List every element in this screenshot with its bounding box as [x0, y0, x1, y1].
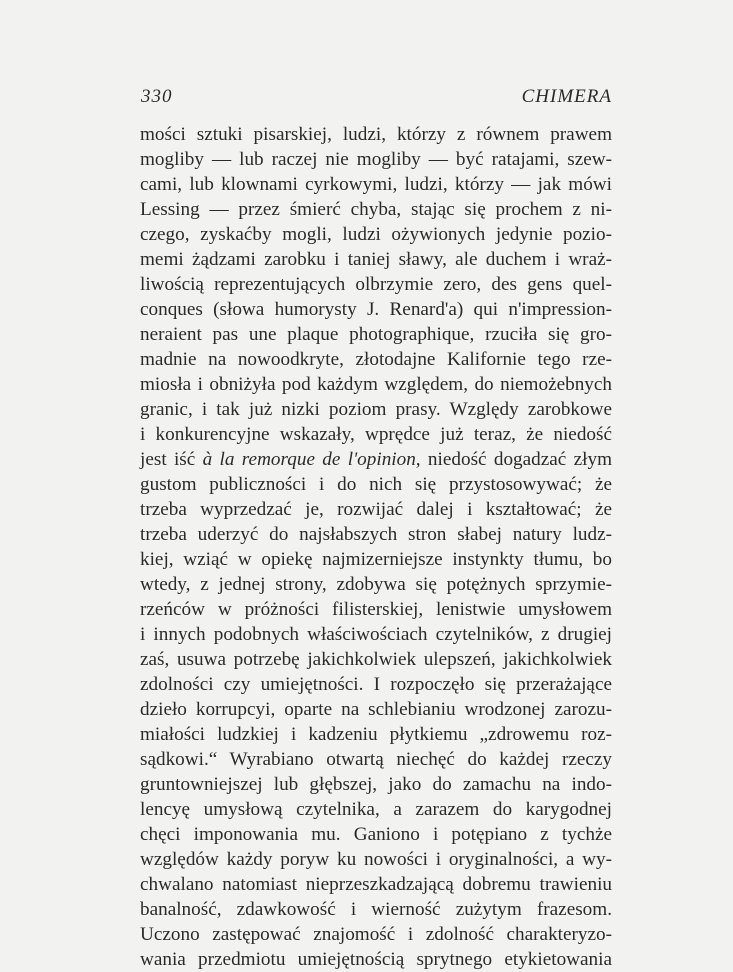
text-line: Lessing — przez śmierć chyba, stając się prochem z ni- [140, 199, 612, 220]
text-line: zdolności czy umiejętności. I rozpoczęło się przerażające [140, 674, 612, 695]
text-line: sądkowi.“ Wyrabiano otwartą niechęć do każdej rzeczy [140, 749, 612, 770]
text-line: madnie na nowoodkryte, złotodajne Kalifornie tego rze- [140, 349, 612, 370]
text-line: trzeba uderzyć do najsłabszych stron słabej natury ludz- [140, 524, 612, 545]
running-title: CHIMERA [521, 86, 612, 107]
text-line: lencyę umysłową czytelnika, a zarazem do karygodnej [140, 799, 612, 820]
italic-phrase: à la remorque de l'opinion, [202, 449, 421, 470]
text-segment: niedość dogadzać złym [420, 449, 613, 470]
text-line: liwością reprezentujących olbrzymie zero, des gens quel- [140, 274, 612, 295]
text-line: gustom publiczności i do nich się przystosowywać; że [140, 474, 612, 495]
text-line: rzeńców w próżności filisterskiej, lenistwie umysłowem [140, 599, 612, 620]
text-line: chwalano natomiast nieprzeszkadzającą dobremu trawieniu [140, 874, 612, 895]
text-line: memi żądzami zarobku i taniej sławy, ale duchem i wraż- [140, 249, 612, 270]
text-line: dzieło korrupcyi, oparte na schlebianiu wrodzonej zarozu- [140, 699, 612, 720]
page-number: 330 [141, 86, 173, 107]
text-line: gruntowniejszej lub głębszej, jako do zamachu na indo- [140, 774, 612, 795]
text-line: miosła i obniżyła pod każdym względem, do niemożebnych [140, 374, 612, 395]
text-line: zaś, usuwa potrzebę jakichkolwiek ulepszeń, jakichkolwiek [140, 649, 612, 670]
text-line: neraient pas une plaque photographique, rzuciła się gro- [140, 324, 612, 345]
text-line: conques (słowa humorysty J. Renard'a) qui n'impression- [140, 299, 612, 320]
text-line: cami, lub klownami cyrkowymi, ludzi, którzy — jak mówi [140, 174, 612, 195]
text-line: czego, zyskaćby mogli, ludzi ożywionych jedynie pozio- [140, 224, 612, 245]
text-line-italic-phrase [140, 447, 612, 472]
text-line: Uczono zastępować znajomość i zdolność charakteryzo- [140, 924, 612, 945]
text-line: względów każdy poryw ku nowości i oryginalności, a wy- [140, 849, 612, 870]
text-line: chęci imponowania mu. Ganiono i potępiano z tychże [140, 824, 612, 845]
text-line: trzeba wyprzedzać je, rozwijać dalej i kształtować; że [140, 499, 612, 520]
text-line: miałości ludzkiej i kadzeniu płytkiemu „zdrowemu roz- [140, 724, 612, 745]
text-line: i konkurencyjne wskazały, wprędce już teraz, że niedość [140, 424, 612, 445]
text-line: granic, i tak już nizki poziom prasy. Względy zarobkowe [140, 399, 612, 420]
text-segment: jest iść [140, 449, 203, 470]
text-line: kiej, wziąć w opiekę najmizerniejsze instynkty tłumu, bo [140, 549, 612, 570]
text-line: mogliby — lub raczej nie mogliby — być ratajami, szew- [140, 149, 612, 170]
body-text [140, 122, 612, 972]
text-line: mości sztuki pisarskiej, ludzi, którzy z równem prawem [140, 124, 612, 145]
text-line: wtedy, z jednej strony, zdobywa się potężnych sprzymie- [140, 574, 612, 595]
page-header [141, 86, 612, 116]
text-line: banalność, zdawkowość i wierność zużytym frazesom. [140, 899, 612, 920]
text-line: i innych podobnych właściwościach czytelników, z drugiej [140, 624, 612, 645]
text-line: wania przedmiotu umiejętnością sprytnego etykietowania [140, 949, 612, 970]
